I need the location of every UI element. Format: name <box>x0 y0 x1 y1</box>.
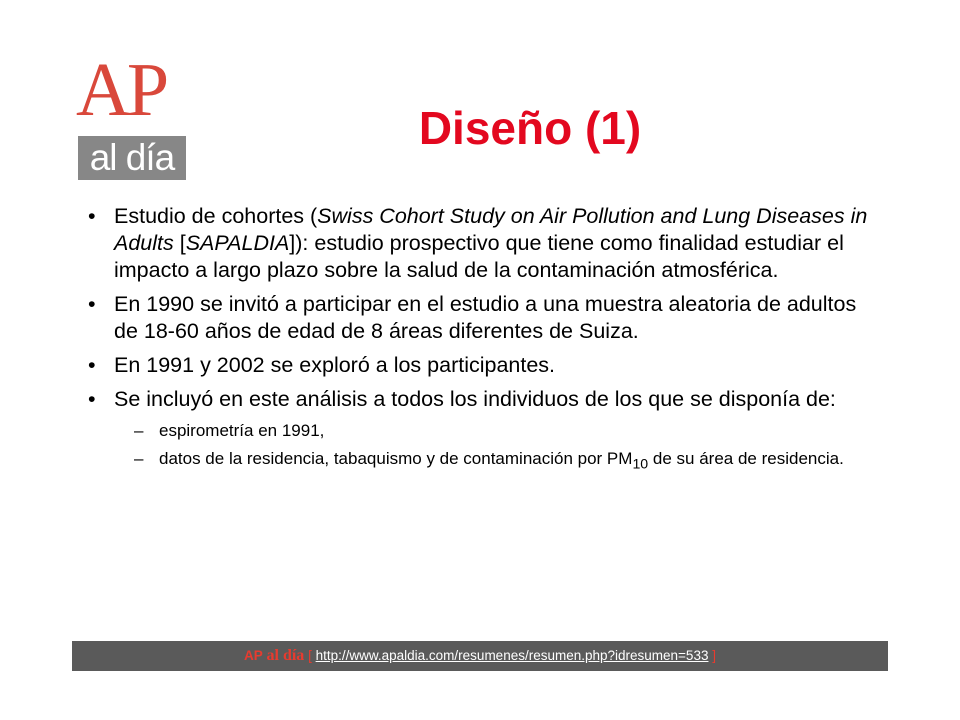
footer-brand-aldia: al día <box>266 647 305 664</box>
italic-text: SAPALDIA <box>185 231 290 255</box>
bullet-item <box>88 203 868 284</box>
apaldia-logo <box>76 48 188 182</box>
logo-aldia-text: al día <box>78 136 186 180</box>
text-segment: En 1991 y 2002 se exploró a los participantes. <box>114 353 556 377</box>
text-segment: ]): estudio prospectivo que tiene como finalidad estudiar el impacto a largo plazo sobre la salud de la contaminación atmosférica. <box>114 231 844 282</box>
footer-bar <box>72 641 888 671</box>
bullet-item <box>88 352 868 379</box>
bullet-icon: • <box>88 204 96 228</box>
dash-icon: – <box>134 421 144 440</box>
text-segment: de su área de residencia. <box>648 449 844 468</box>
sub-bullet-item <box>114 419 868 442</box>
footer-bracket-close: ] <box>712 648 716 663</box>
text-segment: espirometría en 1991, <box>159 421 325 440</box>
sub-bullet-item <box>114 447 868 476</box>
bullet-icon: • <box>88 387 96 411</box>
logo-ap-text: AP <box>76 48 166 132</box>
text-segment: Se incluyó en este análisis a todos los individuos de los que se disponía de: <box>114 387 836 411</box>
text-segment: datos de la residencia, tabaquismo y de contaminación por PM <box>159 449 633 468</box>
bullet-item <box>88 386 868 476</box>
slide-title: Diseño (1) <box>418 102 642 154</box>
footer-bracket-open: [ <box>308 648 312 663</box>
bullet-list <box>88 203 868 483</box>
text-segment: [ <box>173 231 186 255</box>
footer-url-link[interactable]: http://www.apaldia.com/resumenes/resumen.php?idresumen=533 <box>315 648 709 663</box>
bullet-item <box>88 291 868 345</box>
text-segment: En 1990 se invitó a participar en el estudio a una muestra aleatoria de adultos de 18-60 años de edad de 8 áreas diferentes de Suiza. <box>114 292 857 343</box>
italic-text: Swiss Cohort Study on Air Pollution and Lung Diseases in Adults <box>114 204 868 255</box>
text-segment: Estudio de cohortes ( <box>114 204 318 228</box>
subscript-text: 10 <box>632 456 649 473</box>
sub-bullet-list <box>114 419 868 476</box>
bullet-icon: • <box>88 292 96 316</box>
bullet-icon: • <box>88 353 96 377</box>
footer-brand-ap: AP <box>243 648 263 663</box>
dash-icon: – <box>134 449 144 468</box>
